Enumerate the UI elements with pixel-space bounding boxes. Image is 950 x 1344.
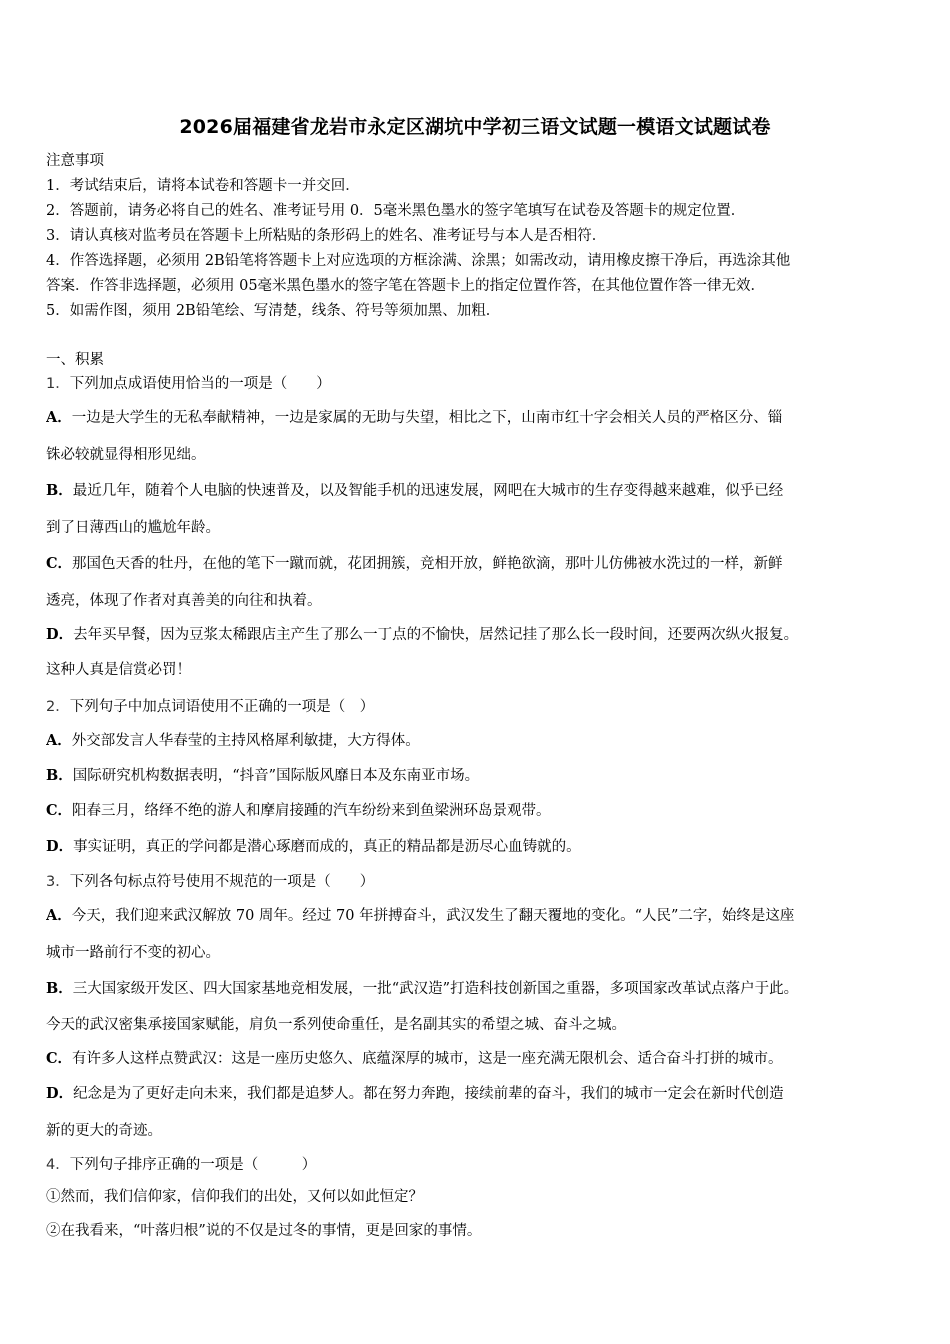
option-label: A． [46,409,72,426]
option-label: B． [46,482,73,499]
question-4-stem [46,1155,916,1175]
notice-heading: 注意事项 [46,153,104,169]
option-continuation: 铢必较就显得相形见绌。 [46,447,206,463]
option-c [46,801,916,821]
notice-item: 3．请认真核对监考员在答题卡上所粘贴的条形码上的姓名、准考证号与本人是否相符． [46,228,607,244]
option-d [46,837,916,857]
question-2-stem [46,697,916,717]
option-label: D． [46,838,74,855]
notice-item: 1．考试结束后，请将本试卷和答题卡一并交回． [46,178,360,194]
question-text: 下列句子排序正确的一项是（ ） [69,1157,317,1173]
option-label: C． [46,1050,73,1067]
option-text: 纪念是为了更好走向未来，我们都是追梦人。都在努力奔跑，接续前辈的奋斗，我们的城市一定会在新时代创造 [73,1086,784,1102]
option-label: D． [46,1085,74,1102]
option-d [46,1084,916,1104]
option-a [46,408,916,428]
option-text: 那国色天香的牡丹，在他的笔下一蹴而就，花团拥簇，竞相开放，鲜艳欲滴，那叶儿仿佛被水洗过的一样，新鲜 [72,556,783,572]
option-text: 最近几年，随着个人电脑的快速普及，以及智能手机的迅速发展，网吧在大城市的生存变得越来越难，似乎已经 [72,483,784,499]
option-continuation: 新的更大的奇迹。 [46,1123,162,1139]
option-label: C． [46,555,73,572]
sentence-item: ①然而，我们信仰家，信仰我们的出处，又何以如此恒定？ [46,1189,423,1205]
option-label: B． [46,980,73,997]
page-title: 2026届福建省龙岩市永定区湖坑中学初三语文试题一模语文试题试卷 [179,116,771,138]
option-d [46,625,916,645]
option-text: 三大国家级开发区、四大国家基地竞相发展，一批“武汉造”打造科技创新国之重器，多项国家改革试点落户于此。 [72,981,799,997]
notice-item: 5．如需作图，须用 2B铅笔绘、写清楚，线条、符号等须加黑、加粗． [46,303,501,319]
option-b [46,766,916,786]
notice-item: 答案．作答非选择题，必须用 05毫米黑色墨水的签字笔在答题卡上的指定位置作答，在其他位置作答一律无效． [46,278,766,294]
option-c [46,1049,916,1069]
option-c [46,554,916,574]
option-text: 去年买早餐，因为豆浆太稀跟店主产生了那么一丁点的不愉快，居然记挂了那么长一段时间，还要两次纵火报复。 [73,627,799,643]
option-text: 今天，我们迎来武汉解放 70 周年。经过 70 年拼搏奋斗，武汉发生了翻天覆地的变化。“人民”二字，始终是这座 [71,908,795,924]
question-number: 1． [46,376,70,392]
notice-item: 2．答题前，请务必将自己的姓名、准考证号用 0．5毫米黑色墨水的签字笔填写在试卷及答题卡的规定位置． [46,203,746,219]
notice-item: 4．作答选择题，必须用 2B铅笔将答题卡上对应选项的方框涂满、涂黑；如需改动，请用橡皮擦干净后，再选涂其他 [46,253,791,269]
option-a [46,906,916,926]
option-text: 国际研究机构数据表明，“抖音”国际版风靡日本及东南亚市场。 [72,768,480,784]
section-heading: 一、积累 [46,352,104,368]
question-3-stem [46,872,916,892]
option-label: D． [46,626,74,643]
option-continuation: 到了日薄西山的尴尬年龄。 [46,520,220,536]
question-number: 2． [46,699,70,715]
sentence-item: ②在我看来，“叶落归根”说的不仅是过冬的事情，更是回家的事情。 [46,1223,482,1239]
option-label: C． [46,802,73,819]
question-1-stem [46,374,916,394]
option-continuation: 透亮，体现了作者对真善美的向往和执着。 [46,593,322,609]
option-continuation: 今天的武汉密集承接国家赋能，肩负一系列使命重任，是名副其实的希望之城、奋斗之城。 [46,1017,626,1033]
option-text: 阳春三月，络绎不绝的游人和摩肩接踵的汽车纷纷来到鱼梁洲环岛景观带。 [72,803,551,819]
option-continuation: 城市一路前行不变的初心。 [46,945,220,961]
option-label: A． [46,732,72,749]
option-a [46,731,916,751]
option-text: 事实证明，真正的学问都是潜心琢磨而成的，真正的精品都是沥尽心血铸就的。 [73,839,581,855]
option-text: 外交部发言人华春莹的主持风格犀利敏捷，大方得体。 [71,733,420,749]
option-text: 有许多人这样点赞武汉：这是一座历史悠久、底蕴深厚的城市，这是一座充满无限机会、适合奋斗打拼的城市。 [72,1051,783,1067]
option-continuation: 这种人真是信赏必罚！ [46,662,191,678]
question-number: 3． [46,874,70,890]
option-text: 一边是大学生的无私奉献精神，一边是家属的无助与失望，相比之下，山南市红十字会相关人员的严格区分、锱 [71,410,783,426]
option-label: A． [46,907,72,924]
option-b [46,979,916,999]
question-text: 下列加点成语使用恰当的一项是（ ） [69,376,331,392]
option-label: B． [46,767,73,784]
question-text: 下列各句标点符号使用不规范的一项是（ ） [69,874,375,890]
question-text: 下列句子中加点词语使用不正确的一项是（ ） [69,699,375,715]
option-b [46,481,916,501]
question-number: 4． [46,1157,70,1173]
